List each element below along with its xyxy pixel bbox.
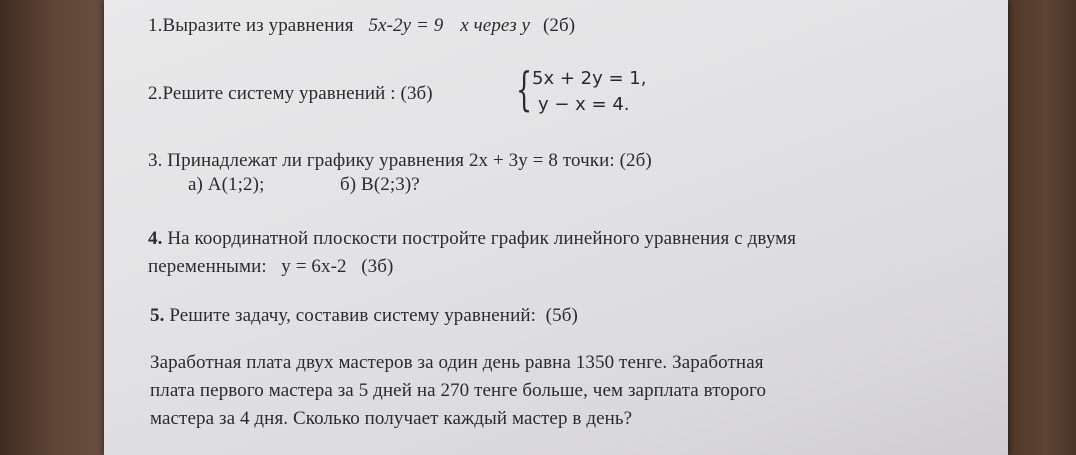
task-3-option-b: б) B(2;3)? <box>340 174 420 195</box>
task-3-option-a: а) A(1;2); <box>188 174 265 195</box>
task-4-text: На координатной плоскости постройте график линейного уравнения с двумя <box>167 228 797 249</box>
task-2-lead: 2.Решите систему уравнений : (3б) <box>148 83 433 104</box>
task-4-number: 4. <box>148 228 163 249</box>
task-1 <box>148 15 575 37</box>
task-5-number: 5. <box>150 305 165 326</box>
task-1-middle: x через y <box>460 15 531 36</box>
task-5-lead <box>150 305 578 327</box>
wood-background-right <box>1000 0 1076 455</box>
task-5-text: Решите задачу, составив систему уравнений: (5б) <box>169 305 578 326</box>
task-4-line-2: переменными: y = 6x-2 (3б) <box>148 256 394 277</box>
wood-background-left <box>0 0 118 455</box>
system-equation-2: y − x = 4. <box>538 94 630 115</box>
task-5-problem-line-3: мастера за 4 дня. Сколько получает каждый мастер в день? <box>150 408 633 429</box>
task-1-equation: 5x-2y = 9 <box>368 15 444 36</box>
task-4-line-1 <box>148 228 796 250</box>
task-5-problem-line-1: Заработная плата двух мастеров за один день равна 1350 тенге. Заработная <box>150 352 764 373</box>
task-1-lead: 1.Выразите из уравнения <box>148 15 354 36</box>
system-brace: { <box>516 62 533 116</box>
system-equation-1: 5x + 2y = 1, <box>532 68 647 89</box>
task-1-points: (2б) <box>542 15 576 36</box>
task-5-problem-line-2: плата первого мастера за 5 дней на 270 тенге больше, чем зарплата второго <box>150 380 767 401</box>
task-3-lead: 3. Принадлежат ли графику уравнения 2x + 3y = 8 точки: (2б) <box>148 150 652 171</box>
